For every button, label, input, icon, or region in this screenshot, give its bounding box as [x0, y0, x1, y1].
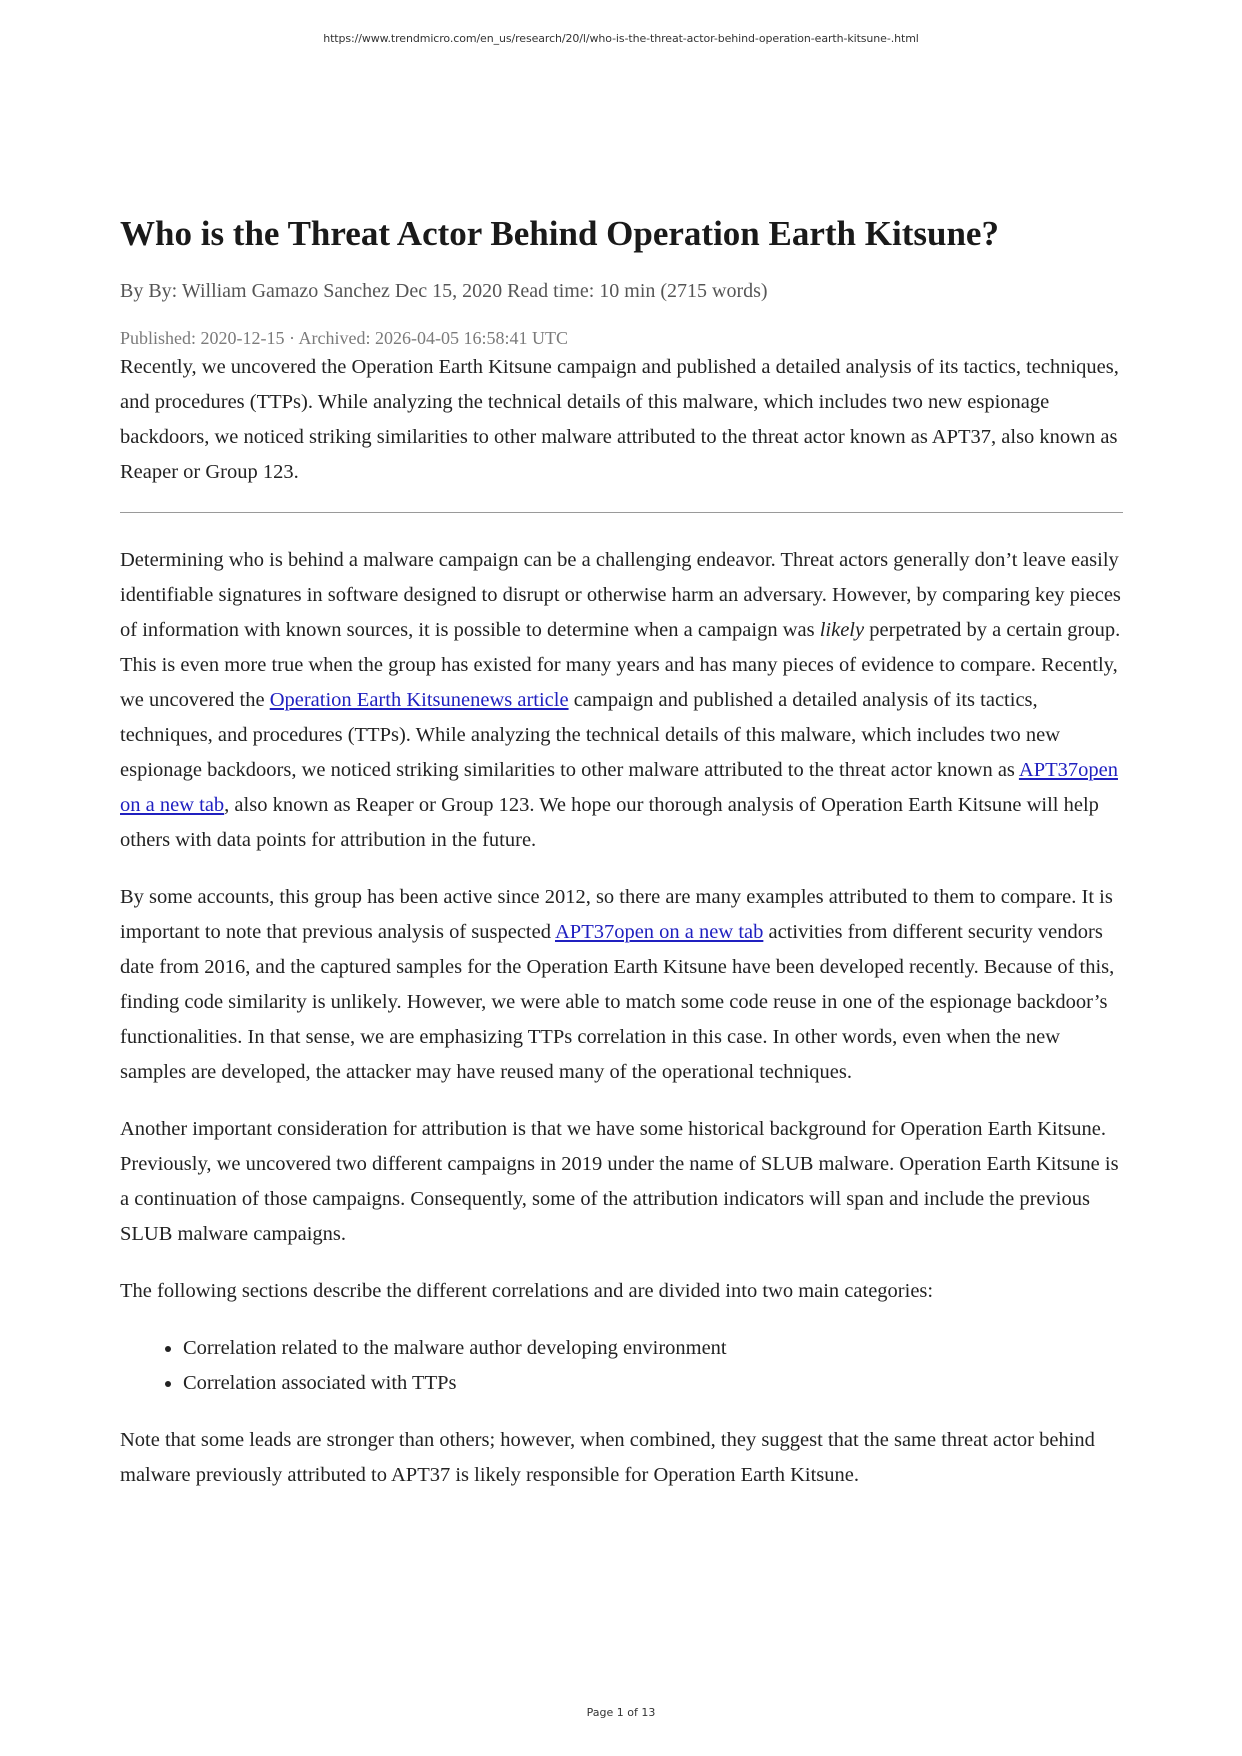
apt37-link-2[interactable]: APT37open on a new tab [554, 921, 764, 943]
apt37-link[interactable]: APT37open on a new tab [120, 759, 1118, 816]
list-item: • Correlation related to the malware author developing environment [183, 1331, 1130, 1366]
article-byline: By By: William Gamazo Sanchez Dec 15, 2020 Read time: 10 min (2715 words) [120, 280, 768, 302]
body-paragraph-2 [120, 880, 1130, 1090]
body-paragraph-1 [120, 543, 1130, 858]
text-span: By some accounts, this group has been active since 2012, so there are many examples attributed to them to compare. It is important to note that previous analysis of suspected [120, 886, 1113, 943]
section-divider [120, 512, 1123, 513]
body-paragraph-5: Note that some leads are stronger than others; however, when combined, they suggest that the same threat actor behind malware previously attributed to APT37 is likely responsible for Operation Earth Kitsune. [120, 1429, 1095, 1486]
intro-paragraph: Recently, we uncovered the Operation Earth Kitsune campaign and published a detailed analysis of its tactics, techniques, and procedures (TTPs). While analyzing the technical details of this malware, which includes two new espionage backdoors, we noticed striking similarities to other malware attributed to the threat actor known as APT37, also known as Reaper or Group 123. [120, 356, 1119, 483]
text-span: activities from different security vendors date from 2016, and the captured samples for the Operation Earth Kitsune have been developed recently. Because of this, finding code similarity is unlikely. However, we were able to match some code reuse in one of the espionage backdoor’s functionalities. In that sense, we are emphasizing TTPs correlation in this case. In other words, even when the new samples are developed, the attacker may have reused many of the operational techniques. [120, 921, 1115, 1083]
emphasis-text: likely [819, 619, 865, 641]
article-meta: Published: 2020-12-15 · Archived: 2026-04-05 16:58:41 UTC [120, 328, 568, 348]
article-body [120, 350, 1130, 1493]
operation-earth-kitsune-link[interactable]: Operation Earth Kitsunenews article [269, 689, 569, 711]
body-paragraph-3: Another important consideration for attribution is that we have some historical background for Operation Earth Kitsune. Previously, we uncovered two different campaigns in 2019 under the name of SLUB malware. Operation Earth Kitsune is a continuation of those campaigns. Consequently, some of the attribution indicators will span and include the previous SLUB malware campaigns. [120, 1118, 1119, 1245]
text-span: , also known as Reaper or Group 123. We hope our thorough analysis of Operation Earth Kitsune will help others with data points for attribution in the future. [120, 794, 1099, 851]
body-paragraph-4: The following sections describe the different correlations and are divided into two main categories: [120, 1280, 934, 1302]
article-content [120, 212, 1130, 1515]
text-span: Determining who is behind a malware campaign can be a challenging endeavor. Threat actors generally don’t leave easily identifiable signatures in software designed to disrupt or otherwise harm an adversary. However, by comparing key pieces of information with known sources, it is possible to determine when a campaign was [120, 549, 1121, 641]
text-span: campaign and published a detailed analysis of its tactics, techniques, and procedures (TTPs). While analyzing the technical details of this malware, which includes two new espionage backdoors, we noticed striking similarities to other malware attributed to the threat actor known as [120, 689, 1061, 781]
page-title: Who is the Threat Actor Behind Operation Earth Kitsune? [120, 214, 999, 253]
list-item: • Correlation associated with TTPs [183, 1366, 1130, 1401]
correlation-list [120, 1331, 1130, 1401]
page-number: Page 1 of 13 [586, 1706, 656, 1719]
page-url-header: https://www.trendmicro.com/en_us/research/20/l/who-is-the-threat-actor-behind-operation-earth-kitsune-.html [323, 32, 919, 45]
text-span: perpetrated by a certain group. This is even more true when the group has existed for many years and has many pieces of evidence to compare. Recently, we uncovered the [120, 619, 1121, 711]
